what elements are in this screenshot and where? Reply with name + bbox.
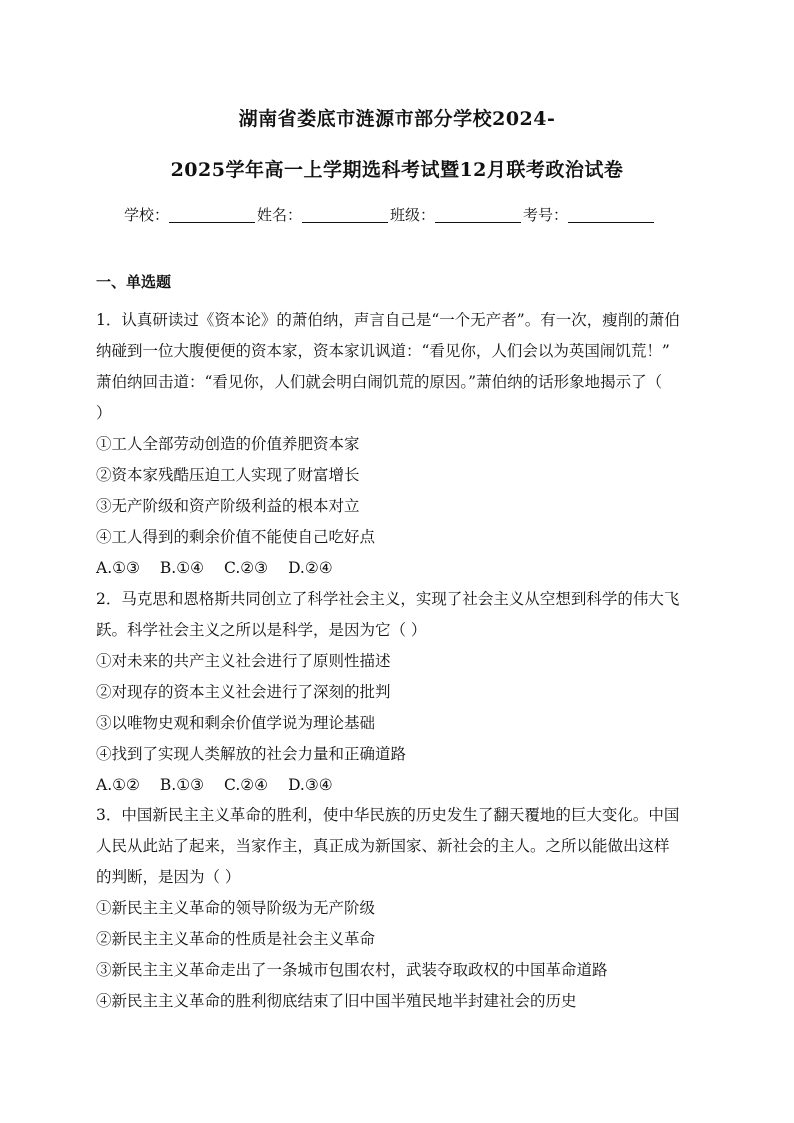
question-stem-line: 3．中国新民主主义革命的胜利，使中华民族的历史发生了翻天覆地的巨大变化。中国 — [96, 806, 680, 824]
number-label: 考号： — [523, 206, 569, 224]
school-label: 学校： — [124, 206, 170, 224]
choice-d: D.③④ — [288, 776, 333, 794]
choice-d: D.②④ — [288, 559, 333, 577]
question-option: ①工人全部劳动创造的价值养肥资本家 — [96, 435, 360, 453]
question-option: ②资本家残酷压迫工人实现了财富增长 — [96, 466, 360, 484]
choice-a: A.①③ — [96, 559, 140, 577]
question-option: ①新民主主义革命的领导阶级为无产阶级 — [96, 899, 376, 917]
question-option: ④找到了实现人类解放的社会力量和正确道路 — [96, 745, 407, 763]
question-option: ①对未来的共产主义社会进行了原则性描述 — [96, 652, 391, 670]
question-stem-line: 2．马克思和恩格斯共同创立了科学社会主义，实现了社会主义从空想到科学的伟大飞 — [96, 590, 680, 608]
question-stem-line: 的判断，是因为（ ） — [96, 868, 241, 886]
question-stem-line: 纳碰到一位大腹便便的资本家，资本家讥讽道：“看见你，人们会以为英国闹饥荒！” — [96, 342, 670, 360]
name-label: 姓名： — [257, 206, 303, 224]
answer-choices — [96, 770, 706, 801]
question-stem-line: 1．认真研读过《资本论》的萧伯纳，声言自己是“一个无产者”。有一次，瘦削的萧伯 — [96, 311, 680, 329]
class-blank[interactable] — [435, 208, 521, 223]
question-stem-line: ） — [96, 404, 112, 422]
class-label: 班级： — [390, 206, 436, 224]
question-stem-line: 跃。科学社会主义之所以是科学，是因为它（ ） — [96, 621, 427, 639]
answer-choices — [96, 553, 706, 584]
name-blank[interactable] — [302, 208, 388, 223]
question-option: ③无产阶级和资产阶级利益的根本对立 — [96, 497, 360, 515]
school-blank[interactable] — [169, 208, 255, 223]
number-blank[interactable] — [568, 208, 654, 223]
question-option: ④新民主主义革命的胜利彻底结束了旧中国半殖民地半封建社会的历史 — [96, 992, 577, 1010]
choice-c: C.②③ — [224, 559, 269, 577]
choice-a: A.①② — [96, 776, 140, 794]
section-title: 一、单选题 — [96, 273, 172, 291]
question-option: ②新民主主义革命的性质是社会主义革命 — [96, 930, 376, 948]
choice-c: C.②④ — [224, 776, 269, 794]
exam-title-line-1: 湖南省娄底市涟源市部分学校2024- — [238, 108, 556, 130]
choice-b: B.①④ — [159, 559, 205, 577]
choice-b: B.①③ — [159, 776, 205, 794]
question-option: ③新民主主义革命走出了一条城市包围农村，武装夺取政权的中国革命道路 — [96, 961, 608, 979]
exam-title-line-2: 2025学年高一上学期选科考试暨12月联考政治试卷 — [170, 159, 624, 181]
student-info-row — [124, 204, 656, 225]
question-3 — [96, 800, 706, 1017]
question-option: ④工人得到的剩余价值不能使自己吃好点 — [96, 528, 376, 546]
question-stem-line: 萧伯纳回击道：“看见你，人们就会明白闹饥荒的原因。”萧伯纳的话形象地揭示了（ — [96, 373, 663, 391]
question-2 — [96, 584, 706, 801]
question-1 — [96, 305, 706, 584]
question-option: ②对现存的资本主义社会进行了深刻的批判 — [96, 683, 391, 701]
question-stem-line: 人民从此站了起来，当家作主，真正成为新国家、新社会的主人。之所以能做出这样 — [96, 837, 670, 855]
question-option: ③以唯物史观和剩余价值学说为理论基础 — [96, 714, 376, 732]
